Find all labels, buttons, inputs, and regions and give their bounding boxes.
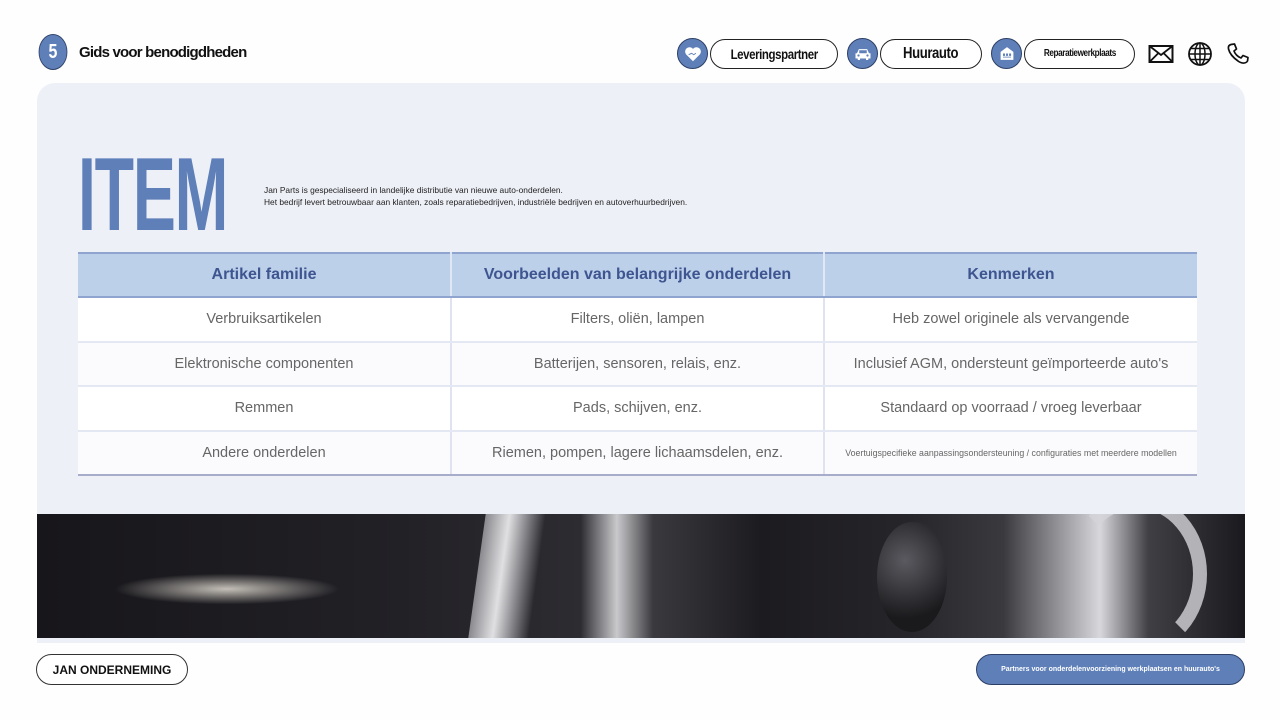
column-header-features: Kenmerken bbox=[824, 253, 1197, 297]
mail-icon[interactable] bbox=[1148, 44, 1174, 64]
brand bbox=[35, 34, 246, 70]
parts-table bbox=[78, 252, 1197, 476]
cell-examples: Riemen, pompen, lagere lichaamsdelen, enz. bbox=[451, 431, 824, 476]
table-row bbox=[78, 431, 1197, 476]
cell-features: Heb zowel originele als vervangende bbox=[824, 297, 1197, 342]
car-interior-photo bbox=[37, 514, 1245, 638]
nav-item-leveringspartner[interactable] bbox=[677, 38, 838, 69]
table-row bbox=[78, 386, 1197, 431]
cell-family: Remmen bbox=[78, 386, 451, 431]
cell-features: Voertuigspecifieke aanpassingsondersteuning / configuraties met meerdere modellen bbox=[824, 431, 1197, 476]
cell-examples: Filters, oliën, lampen bbox=[451, 297, 824, 342]
nav-item-huurauto[interactable] bbox=[847, 38, 982, 69]
nav-pill-leveringspartner[interactable]: Leveringspartner bbox=[710, 39, 838, 69]
section-heading: ITEM bbox=[78, 137, 228, 253]
globe-icon[interactable] bbox=[1187, 41, 1213, 67]
nav-pill-reparatiewerkplaats[interactable]: Reparatiewerkplaats bbox=[1024, 39, 1135, 69]
nav-item-reparatiewerkplaats[interactable] bbox=[991, 38, 1135, 69]
table-row bbox=[78, 342, 1197, 387]
cell-family: Andere onderdelen bbox=[78, 431, 451, 476]
photo-shape-lever bbox=[468, 514, 545, 638]
intro-line-1: Jan Parts is gespecialiseerd in landelijke distributie van nieuwe auto-onderdelen. bbox=[264, 185, 563, 195]
table-header-row bbox=[78, 253, 1197, 297]
handshake-heart-icon bbox=[677, 38, 708, 69]
store-icon bbox=[991, 38, 1022, 69]
content-card bbox=[37, 83, 1245, 643]
phone-icon[interactable] bbox=[1226, 42, 1250, 66]
intro-text bbox=[264, 184, 687, 208]
company-name-button[interactable]: JAN ONDERNEMING bbox=[36, 654, 188, 685]
car-icon bbox=[847, 38, 878, 69]
tagline-button[interactable]: Partners voor onderdelenvoorziening werkplaatsen en huurauto's bbox=[976, 654, 1245, 685]
intro-line-2: Het bedrijf levert betrouwbaar aan klanten, zoals reparatiebedrijven, industriële bedrijven en autoverhuurbedrijven. bbox=[264, 197, 688, 207]
cell-features: Standaard op voorraad / vroeg leverbaar bbox=[824, 386, 1197, 431]
contact-icons bbox=[1148, 41, 1250, 67]
top-nav bbox=[677, 38, 1250, 69]
cell-family: Verbruiksartikelen bbox=[78, 297, 451, 342]
column-header-examples: Voorbeelden van belangrijke onderdelen bbox=[451, 253, 824, 297]
photo-shape-knob bbox=[877, 522, 947, 632]
cell-examples: Pads, schijven, enz. bbox=[451, 386, 824, 431]
cell-features: Inclusief AGM, ondersteunt geïmporteerde auto's bbox=[824, 342, 1197, 387]
photo-shape-rim bbox=[1067, 514, 1207, 638]
column-header-family: Artikel familie bbox=[78, 253, 451, 297]
page-title: Gids voor benodigdheden bbox=[79, 43, 247, 61]
nav-pill-huurauto[interactable]: Huurauto bbox=[880, 39, 982, 69]
table-row bbox=[78, 297, 1197, 342]
section-number-badge: 5 bbox=[39, 34, 68, 70]
cell-family: Elektronische componenten bbox=[78, 342, 451, 387]
cell-examples: Batterijen, sensoren, relais, enz. bbox=[451, 342, 824, 387]
